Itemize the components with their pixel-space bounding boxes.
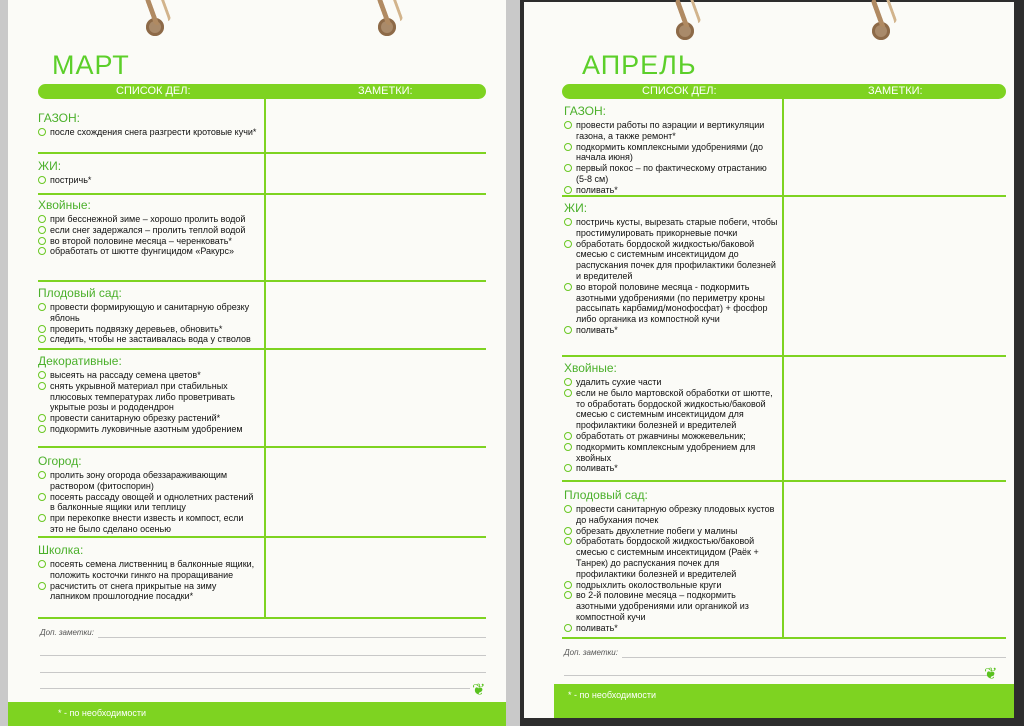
- task-item: если не было мартовской обработки от шютте, то обработать бордоской жидкостью/баковой смесью с системным инсектицидом для профилактики болезней и вредителей: [564, 388, 778, 431]
- task-item: следить, чтобы не застаивалась вода у стволов: [38, 334, 258, 345]
- section-decorative: [38, 354, 258, 435]
- row-divider: [38, 536, 486, 538]
- task-item: обработать бордоской жидкостью/баковой смесью с системным инсектицидом (Раёк + Танрек) до распускания почек для профилактики болезней и вредителей: [564, 536, 778, 579]
- row-divider: [38, 617, 486, 619]
- section-orchard: [38, 286, 258, 345]
- task-item: высеять на рассаду семена цветов*: [38, 370, 258, 381]
- task-item: во второй половине месяца – черенковать*: [38, 236, 258, 247]
- section-lawn: [564, 104, 778, 196]
- column-header-bar: [562, 84, 1006, 99]
- task-item: поливать*: [564, 623, 778, 634]
- section-title: ЖИ:: [564, 201, 588, 215]
- task-item: подрыхлить околоствольные круги: [564, 580, 778, 591]
- row-divider: [38, 280, 486, 282]
- notes-line: [40, 672, 486, 673]
- column-divider: [782, 99, 784, 637]
- task-item: обрезать двухлетние побеги у малины: [564, 526, 778, 537]
- task-item: провести санитарную обрезку плодовых кустов до набухания почек: [564, 504, 778, 526]
- task-item: постричь кусты, вырезать старые побеги, чтобы простимулировать прикорневые почки: [564, 217, 778, 239]
- notes-column-header: ЗАМЕТКИ:: [358, 85, 413, 97]
- footnote: * - по необходимости: [58, 708, 147, 718]
- section-zhi: [38, 159, 258, 186]
- task-item: провести работы по аэрации и вертикуляции газона, а также ремонт*: [564, 120, 778, 142]
- task-item: после схождения снега разгрести кротовые кучи*: [38, 127, 258, 138]
- section-title: Плодовый сад:: [38, 286, 122, 300]
- section-title: ГАЗОН:: [38, 111, 81, 125]
- footnote: * - по необходимости: [568, 690, 657, 700]
- task-item: поливать*: [564, 325, 778, 336]
- section-title: Школка:: [38, 543, 84, 557]
- section-conifers: [38, 198, 258, 257]
- task-item: обработать от ржавчины можжевельник;: [564, 431, 778, 442]
- task-item: пролить зону огорода обеззараживающим раствором (фитоспорин): [38, 470, 258, 492]
- page-title: АПРЕЛЬ: [582, 50, 697, 80]
- section-nursery: [38, 543, 258, 602]
- notes-line: [622, 657, 1006, 658]
- row-divider: [562, 637, 1006, 639]
- section-title: ГАЗОН:: [564, 104, 607, 118]
- section-title: Хвойные:: [38, 198, 91, 212]
- notes-line: [98, 637, 486, 638]
- todo-column-header: СПИСОК ДЕЛ:: [642, 85, 717, 97]
- section-title: ЖИ:: [38, 159, 62, 173]
- page-march: [8, 0, 506, 726]
- task-item: поливать*: [564, 463, 778, 474]
- task-item: подкормить комплексными удобрениями (до начала июня): [564, 142, 778, 164]
- leaf-icon: ❦: [984, 666, 998, 683]
- task-item: обработать от шютте фунгицидом «Ракурс»: [38, 246, 258, 257]
- task-item: снять укрывной материал при стабильных плюсовых температурах либо проветривать укрытые розы и рододендрон: [38, 381, 258, 413]
- task-item: обработать бордоской жидкостью/баковой смесью с системным инсектицидом до распускания почек для профилактики болезней и вредителей: [564, 239, 778, 282]
- section-conifers: [564, 361, 778, 474]
- task-item: первый покос – по фактическому отрастанию (5-8 см): [564, 163, 778, 185]
- todo-column-header: СПИСОК ДЕЛ:: [116, 85, 191, 97]
- task-item: расчистить от снега прикрытые на зиму лапником прошлогодние посадки*: [38, 581, 258, 603]
- task-item: постричь*: [38, 175, 258, 186]
- section-lawn: [38, 111, 258, 138]
- task-item: подкормить луковичные азотным удобрением: [38, 424, 258, 435]
- task-item: при перекопке внести известь и компост, если это не было сделано осенью: [38, 513, 258, 535]
- task-item: проверить подвязку деревьев, обновить*: [38, 324, 258, 335]
- row-divider: [38, 446, 486, 448]
- task-item: во второй половине месяца - подкормить азотными удобрениями (по периметру кроны рассыпать карбамид/монофосфат) + фосфор либо органика из компостной кучи: [564, 282, 778, 325]
- notes-line: [40, 655, 486, 656]
- footer-bar: [8, 702, 506, 726]
- extra-notes-label: Доп. заметки:: [40, 628, 94, 637]
- column-divider: [264, 99, 266, 617]
- row-divider: [38, 193, 486, 195]
- footer-bar: [554, 684, 1014, 718]
- task-item: при бесснежной зиме – хорошо пролить водой: [38, 214, 258, 225]
- notes-line: [40, 688, 470, 689]
- row-divider: [38, 152, 486, 154]
- section-title: Огород:: [38, 454, 82, 468]
- notes-line: [564, 675, 994, 676]
- task-item: подкормить комплексным удобрением для хвойных: [564, 442, 778, 464]
- task-item: удалить сухие части: [564, 377, 778, 388]
- task-item: посеять рассаду овощей и однолетних растений в балконные ящики или теплицу: [38, 492, 258, 514]
- row-divider: [562, 480, 1006, 482]
- section-zhi: [564, 201, 778, 336]
- section-orchard: [564, 488, 778, 634]
- extra-notes-label: Доп. заметки:: [564, 648, 618, 657]
- page-title: МАРТ: [52, 50, 130, 80]
- task-item: провести формирующую и санитарную обрезку яблонь: [38, 302, 258, 324]
- section-title: Декоративные:: [38, 354, 122, 368]
- notes-column-header: ЗАМЕТКИ:: [868, 85, 923, 97]
- row-divider: [562, 355, 1006, 357]
- column-header-bar: [38, 84, 486, 99]
- leaf-icon: ❦: [472, 682, 486, 699]
- task-item: во 2-й половине месяца – подкормить азотными удобрениями или органикой из компостной кучи: [564, 590, 778, 622]
- task-item: если снег задержался – пролить теплой водой: [38, 225, 258, 236]
- task-item: поливать*: [564, 185, 778, 196]
- page-april: [524, 2, 1014, 718]
- section-title: Хвойные:: [564, 361, 617, 375]
- row-divider: [38, 348, 486, 350]
- section-vegetable-garden: [38, 454, 258, 535]
- section-title: Плодовый сад:: [564, 488, 648, 502]
- task-item: провести санитарную обрезку растений*: [38, 413, 258, 424]
- task-item: посеять семена лиственниц в балконные ящики, положить косточки гинкго на проращивание: [38, 559, 258, 581]
